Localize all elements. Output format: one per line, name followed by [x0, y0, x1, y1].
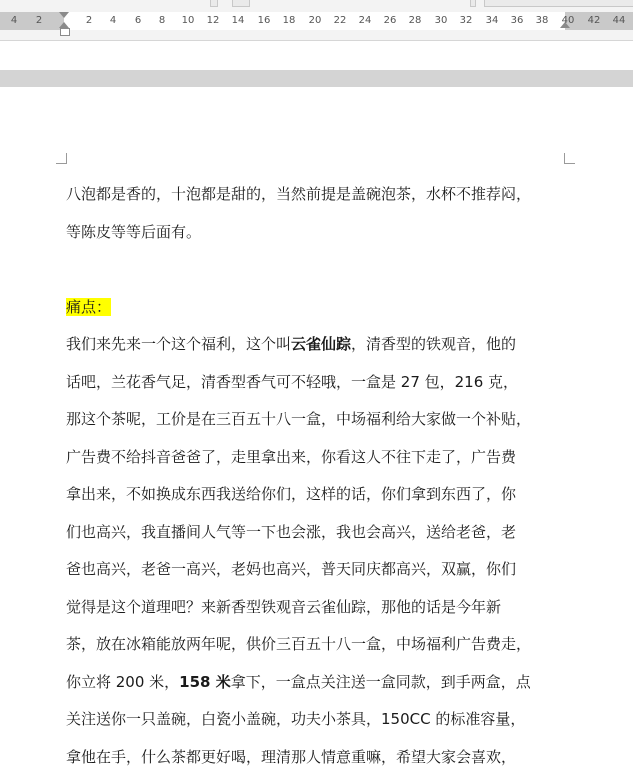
ruler-number: 36 [511, 13, 524, 29]
margin-corner-mark-right [564, 153, 575, 164]
paragraph-line: 八泡都是香的，十泡都是甜的，当然前提是盖碗泡茶，水杯不推荐闷， [66, 176, 564, 214]
document-page[interactable] [0, 87, 633, 764]
text-run: 我们来先来一个这个福利，这个叫 [66, 335, 291, 353]
paragraph-line [66, 326, 564, 364]
first-line-indent-marker[interactable] [59, 12, 69, 18]
ruler-number: 20 [309, 13, 322, 29]
ruler-number: 44 [613, 13, 626, 29]
text-run: 拿下，一盒点关注送一盒同款，到手两盒，点 [231, 673, 531, 691]
highlighted-heading-text: 痛点： [66, 298, 111, 316]
ruler-tab-stop [470, 0, 476, 7]
paragraph-line: 关注送你一只盖碗，白瓷小盖碗，功夫小茶具，150CC 的标准容量， [66, 701, 564, 739]
margin-corner-mark-left [56, 153, 67, 164]
ruler-number: 10 [182, 13, 195, 29]
ruler-number: 34 [486, 13, 499, 29]
ruler-number: 16 [258, 13, 271, 29]
ruler-number: 24 [359, 13, 372, 29]
paragraph-line: 茶，放在冰箱能放两年呢，供价三百五十八一盒，中场福利广告费走， [66, 626, 564, 664]
paragraph-line: 觉得是这个道理吧？来新香型铁观音云雀仙踪，那他的话是今年新 [66, 589, 564, 627]
section-heading [66, 289, 564, 327]
ruler-number: 42 [588, 13, 601, 29]
ruler-number: 2 [36, 13, 42, 29]
paragraph-line: 话吧，兰花香气足，清香型香气可不轻哦，一盒是 27 包，216 克， [66, 364, 564, 402]
paragraph-line: 爸也高兴，老爸一高兴，老妈也高兴，普天同庆都高兴，双赢，你们 [66, 551, 564, 589]
ruler-number: 32 [460, 13, 473, 29]
ruler-number: 26 [384, 13, 397, 29]
paragraph-line: 广告费不给抖音爸爸了，走里拿出来，你看这人不往下走了，广告费 [66, 439, 564, 477]
empty-paragraph [66, 251, 564, 289]
ruler-number: 6 [135, 13, 141, 29]
left-indent-marker[interactable] [60, 28, 70, 36]
ruler-number: 12 [207, 13, 220, 29]
ruler-number: 38 [536, 13, 549, 29]
ruler-tab-stop [210, 0, 218, 7]
ruler-number: 22 [334, 13, 347, 29]
paragraph-line: 那这个茶呢，工价是在三百五十八一盒，中场福利给大家做一个补贴， [66, 401, 564, 439]
document-body[interactable] [66, 176, 564, 776]
bold-product-name: 云雀仙踪 [291, 335, 351, 353]
ruler-number: 14 [232, 13, 245, 29]
ruler-number: 2 [86, 13, 92, 29]
horizontal-ruler[interactable] [0, 0, 633, 41]
ruler-number: 18 [283, 13, 296, 29]
ruler-number: 4 [11, 13, 17, 29]
paragraph-line: 们也高兴，我直播间人气等一下也会涨，我也会高兴，送给老爸，老 [66, 514, 564, 552]
ruler-number: 28 [409, 13, 422, 29]
ruler-number: 30 [435, 13, 448, 29]
text-run: ，清香型的铁观音，他的 [351, 335, 516, 353]
ruler-number: 8 [159, 13, 165, 29]
text-run: 你立将 200 米， [66, 673, 179, 691]
paragraph-line: 拿出来，不如换成东西我送给你们，这样的话，你们拿到东西了，你 [66, 476, 564, 514]
paragraph-line: 等陈皮等等后面有。 [66, 214, 564, 252]
page-separator [0, 70, 633, 87]
ruler-number: 40 [562, 13, 575, 29]
paragraph-line [66, 664, 564, 702]
right-indent-marker[interactable] [560, 22, 570, 28]
paragraph-line: 拿他在手，什么茶都更好喝，理清那人情意重嘛，希望大家会喜欢， [66, 739, 564, 776]
ruler-top-strip [0, 0, 633, 6]
ruler-tab-stop [232, 0, 250, 7]
bold-price: 158 米 [179, 673, 231, 691]
previous-page-bottom [0, 41, 633, 70]
ruler-tab-stop [484, 0, 633, 7]
ruler-number: 4 [110, 13, 116, 29]
